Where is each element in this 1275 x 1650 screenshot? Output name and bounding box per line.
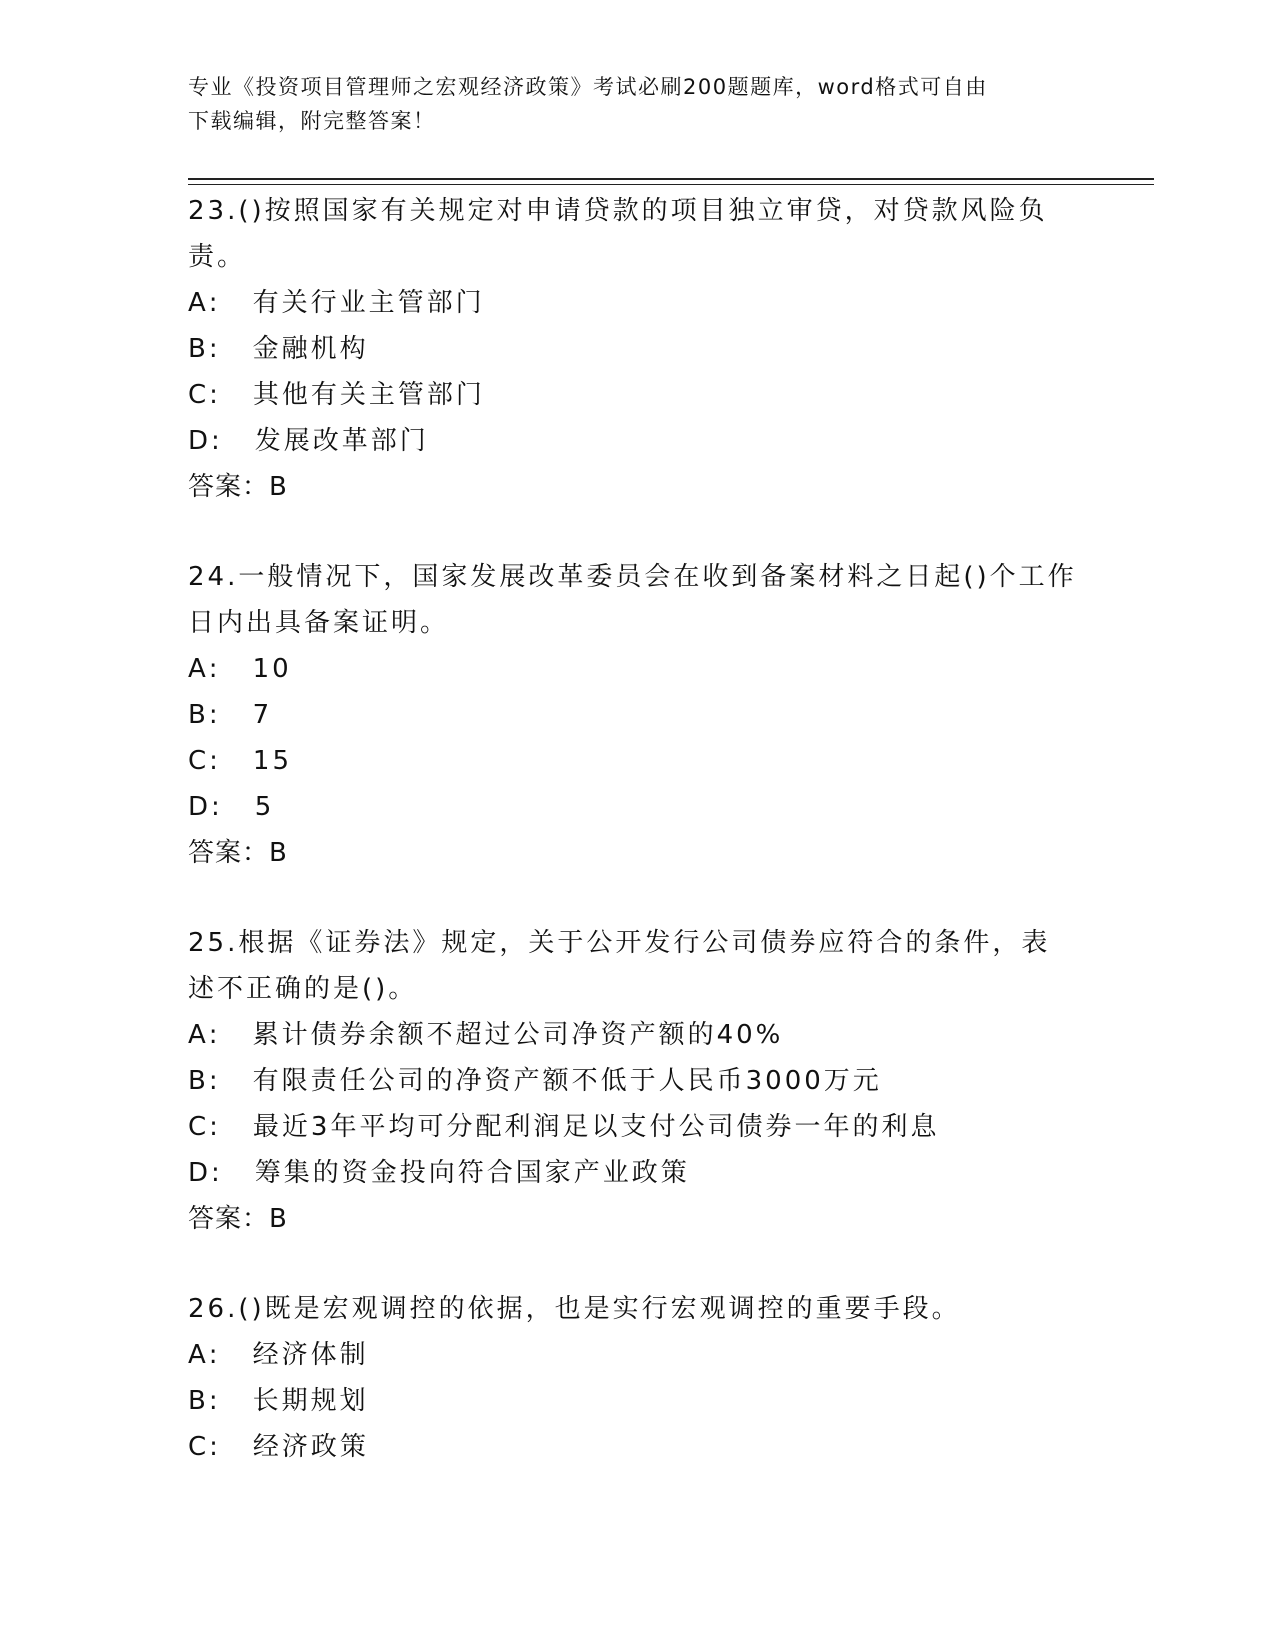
option-b: B: 7 [188, 700, 273, 730]
option-c: C: 其他有关主管部门 [188, 380, 485, 410]
option-c: C: 15 [188, 746, 293, 776]
question-list [188, 188, 1088, 1470]
answer-line: 答案：B [188, 472, 288, 502]
option-text: 有限责任公司的净资产额不低于人民币3000万元 [252, 1066, 882, 1096]
option-a: A: 10 [188, 654, 292, 684]
question-text: 24.一般情况下，国家发展改革委员会在收到备案材料之日起()个工作日内出具备案证明。 [188, 562, 1077, 638]
option-text: 金融机构 [252, 334, 369, 364]
option-text: 发展改革部门 [254, 426, 429, 456]
option-text: 10 [252, 654, 292, 684]
option-text: 累计债券余额不超过公司净资产额的40% [252, 1020, 784, 1050]
header-title-line-2: 下载编辑，附完整答案！ [188, 109, 436, 133]
option-text: 7 [252, 700, 273, 730]
option-b: B: 金融机构 [188, 334, 369, 364]
option-a: A: 经济体制 [188, 1340, 369, 1370]
option-text: 最近3年平均可分配利润足以支付公司债券一年的利息 [252, 1112, 940, 1142]
header-title-line-1: 专业《投资项目管理师之宏观经济政策》考试必刷200题题库，word格式可自由 [188, 75, 988, 99]
answer-line: 答案：B [188, 838, 288, 868]
option-d: D: 筹集的资金投向符合国家产业政策 [188, 1158, 690, 1188]
option-text: 经济体制 [252, 1340, 369, 1370]
question-24 [188, 554, 1088, 876]
option-c: C: 最近3年平均可分配利润足以支付公司债券一年的利息 [188, 1112, 940, 1142]
option-text: 筹集的资金投向符合国家产业政策 [254, 1158, 690, 1188]
option-text: 15 [252, 746, 293, 776]
header-divider-thin [188, 184, 1154, 185]
question-text: 25.根据《证券法》规定，关于公开发行公司债券应符合的条件，表述不正确的是()。 [188, 928, 1051, 1004]
document-header [188, 70, 1088, 138]
option-b: B: 长期规划 [188, 1386, 369, 1416]
question-25 [188, 920, 1088, 1242]
answer-line: 答案：B [188, 1204, 288, 1234]
question-23 [188, 188, 1088, 510]
question-text: 23.()按照国家有关规定对申请贷款的项目独立审贷，对贷款风险负责。 [188, 196, 1048, 272]
option-text: 其他有关主管部门 [252, 380, 485, 410]
question-26 [188, 1286, 1088, 1470]
option-d: D: 发展改革部门 [188, 426, 429, 456]
option-text: 有关行业主管部门 [252, 288, 485, 318]
header-divider-thick [188, 178, 1154, 180]
option-a: A: 累计债券余额不超过公司净资产额的40% [188, 1020, 784, 1050]
option-text: 长期规划 [252, 1386, 369, 1416]
option-b: B: 有限责任公司的净资产额不低于人民币3000万元 [188, 1066, 882, 1096]
option-d: D: 5 [188, 792, 275, 822]
question-text: 26.()既是宏观调控的依据，也是实行宏观调控的重要手段。 [188, 1294, 961, 1324]
option-a: A: 有关行业主管部门 [188, 288, 485, 318]
option-text: 经济政策 [252, 1432, 369, 1462]
option-text: 5 [254, 792, 275, 822]
option-c: C: 经济政策 [188, 1432, 369, 1462]
